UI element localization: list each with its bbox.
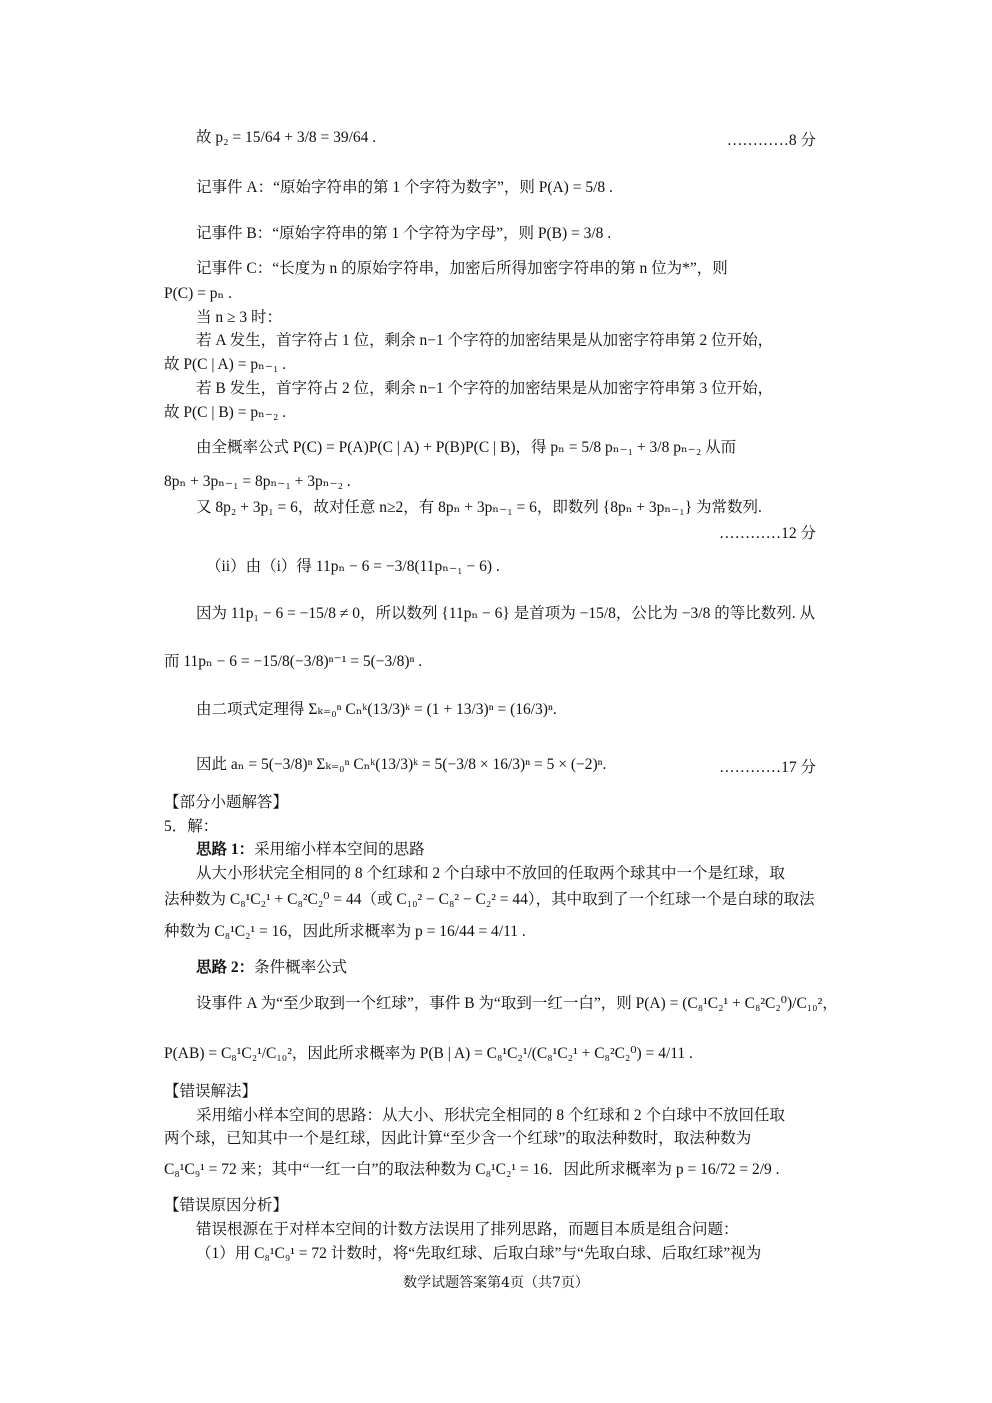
score-marker: …………12 分 bbox=[719, 525, 816, 542]
text-line: （ii）由（i）得 11pₙ − 6 = −3/8(11pₙ₋₁ − 6) . bbox=[206, 558, 500, 575]
approach-heading: 思路 1： bbox=[196, 841, 255, 858]
text-line bbox=[196, 840, 425, 860]
text-line: 而 11pₙ − 6 = −15/8(−3/8)ⁿ⁻¹ = 5(−3/8)ⁿ . bbox=[164, 653, 423, 670]
text-line: 若 A 发生，首字符占 1 位，剩余 n−1 个字符的加密结果是从加密字符串第 2 位开始， bbox=[196, 332, 774, 349]
score-marker: …………8 分 bbox=[726, 132, 816, 149]
text-line: 5．解： bbox=[164, 818, 219, 835]
text-line: 【错误原因分析】 bbox=[164, 1197, 289, 1214]
text-line: 【错误解法】 bbox=[164, 1083, 258, 1100]
text-line: 记事件 B：“原始字符串的第 1 个字符为字母”，则 P(B) = 3/8 . bbox=[196, 225, 612, 242]
text-line: （1）用 C₈¹C₉¹ = 72 计数时，将“先取红球、后取白球”与“先取白球、后取红球”视为 bbox=[196, 1245, 762, 1262]
score-marker: …………17 分 bbox=[719, 759, 816, 776]
text-line: 当 n ≥ 3 时： bbox=[196, 309, 283, 326]
text-line: 种数为 C₈¹C₂¹ = 16，因此所求概率为 p = 16/44 = 4/11 . bbox=[164, 923, 526, 940]
text-line: P(AB) = C₈¹C₂¹/C₁₀²，因此所求概率为 P(B | A) = C₈¹C₂¹/(C₈¹C₂¹ + C₈²C₂⁰) = 4/11 . bbox=[164, 1045, 693, 1062]
text-line: 若 B 发生，首字符占 2 位，剩余 n−1 个字符的加密结果是从加密字符串第 3 位开始， bbox=[196, 380, 774, 397]
text-line: 故 P(C | A) = pₙ₋₁ . bbox=[164, 356, 287, 373]
text-line: 【部分小题解答】 bbox=[164, 794, 289, 811]
text-line: 8pₙ + 3pₙ₋₁ = 8pₙ₋₁ + 3pₙ₋₂ . bbox=[164, 473, 351, 490]
text-line: 采用缩小样本空间的思路：从大小、形状完全相同的 8 个红球和 2 个白球中不放回任取 bbox=[196, 1107, 786, 1124]
text-line: 因为 11p₁ − 6 = −15/8 ≠ 0，所以数列 {11pₙ − 6} 是首项为 −15/8，公比为 −3/8 的等比数列. 从 bbox=[196, 605, 815, 622]
approach-heading: 思路 2： bbox=[196, 959, 255, 976]
text-line: 从大小形状完全相同的 8 个红球和 2 个白球中不放回的任取两个球其中一个是红球，取 bbox=[196, 865, 786, 882]
text-line: 故 P(C | B) = pₙ₋₂ . bbox=[164, 404, 287, 421]
approach-text: 条件概率公式 bbox=[254, 959, 348, 976]
text-line: 记事件 C：“长度为 n 的原始字符串，加密后所得加密字符串的第 n 位为*”，则 bbox=[196, 260, 728, 277]
text-line: 由二项式定理得 Σₖ₌₀ⁿ Cₙᵏ(13/3)ᵏ = (1 + 13/3)ⁿ = (16/3)ⁿ. bbox=[196, 701, 557, 718]
text-line: C₈¹C₉¹ = 72 来；其中“一红一白”的取法种数为 C₈¹C₂¹ = 16．因此所求概率为 p = 16/72 = 2/9 . bbox=[164, 1161, 780, 1178]
text-line: 法种数为 C₈¹C₂¹ + C₈²C₂⁰ = 44（或 C₁₀² − C₈² − C₂² = 44），其中取到了一个红球一个是白球的取法 bbox=[164, 891, 815, 908]
text-line: 故 p₂ = 15/64 + 3/8 = 39/64 . bbox=[196, 129, 377, 146]
text-line: 两个球，已知其中一个是红球，因此计算“至少含一个红球”的取法种数时，取法种数为 bbox=[164, 1130, 752, 1147]
text-line bbox=[196, 958, 347, 978]
text-line: 由全概率公式 P(C) = P(A)P(C | A) + P(B)P(C | B)，得 pₙ = 5/8 pₙ₋₁ + 3/8 pₙ₋₂ 从而 bbox=[196, 439, 737, 456]
text-line: 设事件 A 为“至少取到一个红球”，事件 B 为“取到一红一白”，则 P(A) = (C₈¹C₂¹ + C₈²C₂⁰)/C₁₀²， bbox=[196, 995, 838, 1012]
text-line: 记事件 A：“原始字符串的第 1 个字符为数字”，则 P(A) = 5/8 . bbox=[196, 179, 613, 196]
text-line: 错误根源在于对样本空间的计数方法误用了排列思路，而题目本质是组合问题： bbox=[196, 1221, 739, 1238]
text-line: 又 8p₂ + 3p₁ = 6，故对任意 n≥2，有 8pₙ + 3pₙ₋₁ = 6，即数列 {8pₙ + 3pₙ₋₁} 为常数列. bbox=[196, 499, 762, 516]
text-line: P(C) = pₙ . bbox=[164, 285, 232, 302]
page-footer: 数学试题答案第4页（共7页） bbox=[403, 1275, 589, 1291]
text-line: 因此 aₙ = 5(−3/8)ⁿ Σₖ₌₀ⁿ Cₙᵏ(13/3)ᵏ = 5(−3/8 × 16/3)ⁿ = 5 × (−2)ⁿ. bbox=[196, 756, 607, 773]
approach-text: 采用缩小样本空间的思路 bbox=[254, 841, 425, 858]
